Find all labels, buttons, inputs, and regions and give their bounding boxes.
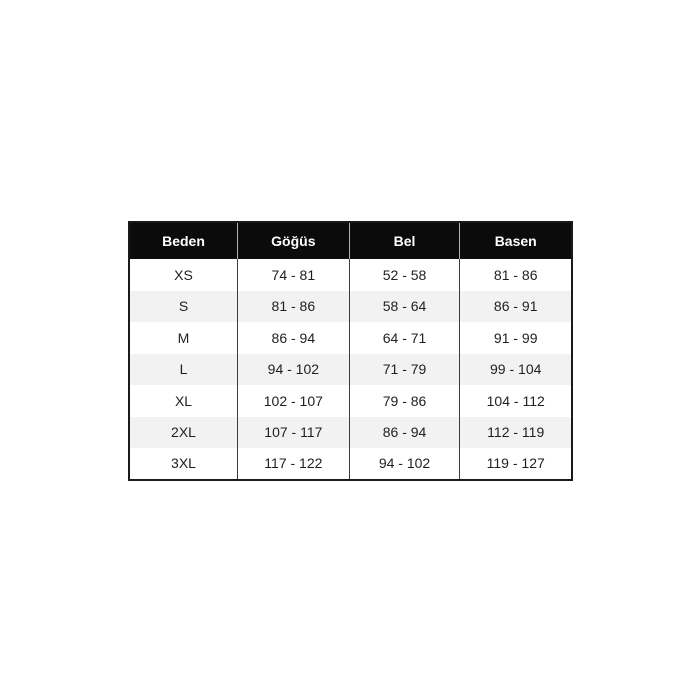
hip-range-cell: 99 - 104 bbox=[460, 354, 572, 386]
chest-range-cell: 94 - 102 bbox=[238, 354, 350, 386]
size-chart-header bbox=[129, 222, 572, 259]
waist-range-cell: 71 - 79 bbox=[349, 354, 460, 386]
table-row-xs bbox=[129, 259, 572, 291]
header-row bbox=[129, 222, 572, 259]
waist-range-cell: 64 - 71 bbox=[349, 322, 460, 354]
size-chart-table bbox=[128, 221, 573, 481]
chest-range-cell: 117 - 122 bbox=[238, 448, 350, 480]
hip-range-cell: 104 - 112 bbox=[460, 385, 572, 417]
table-row-m bbox=[129, 322, 572, 354]
size-cell: M bbox=[177, 329, 190, 346]
waist-range-cell: 58 - 64 bbox=[349, 291, 460, 323]
header-cell-bel: Bel bbox=[349, 222, 460, 259]
size-cell: XL bbox=[174, 392, 193, 409]
table-row-2xl bbox=[129, 417, 572, 449]
size-chart-body bbox=[129, 259, 572, 480]
table-row-3xl bbox=[129, 448, 572, 480]
chest-range-cell: 74 - 81 bbox=[238, 259, 350, 291]
hip-range-cell: 119 - 127 bbox=[460, 448, 572, 480]
header-cell-basen: Basen bbox=[460, 222, 572, 259]
table-row-s bbox=[129, 291, 572, 323]
size-cell: L bbox=[179, 361, 188, 378]
table-row-l bbox=[129, 354, 572, 386]
waist-range-cell: 79 - 86 bbox=[349, 385, 460, 417]
header-cell-beden: Beden bbox=[129, 222, 238, 259]
hip-range-cell: 81 - 86 bbox=[460, 259, 572, 291]
size-cell: S bbox=[178, 298, 189, 315]
chest-range-cell: 102 - 107 bbox=[238, 385, 350, 417]
chest-range-cell: 81 - 86 bbox=[238, 291, 350, 323]
waist-range-cell: 94 - 102 bbox=[349, 448, 460, 480]
hip-range-cell: 112 - 119 bbox=[460, 417, 572, 449]
hip-range-cell: 86 - 91 bbox=[460, 291, 572, 323]
waist-range-cell: 86 - 94 bbox=[349, 417, 460, 449]
chest-range-cell: 86 - 94 bbox=[238, 322, 350, 354]
size-cell: 3XL bbox=[171, 455, 196, 472]
chest-range-cell: 107 - 117 bbox=[238, 417, 350, 449]
waist-range-cell: 52 - 58 bbox=[349, 259, 460, 291]
size-cell: XS bbox=[174, 266, 193, 283]
hip-range-cell: 91 - 99 bbox=[460, 322, 572, 354]
table-row-xl bbox=[129, 385, 572, 417]
header-cell-gogus: Göğüs bbox=[238, 222, 350, 259]
size-cell: 2XL bbox=[171, 424, 196, 441]
